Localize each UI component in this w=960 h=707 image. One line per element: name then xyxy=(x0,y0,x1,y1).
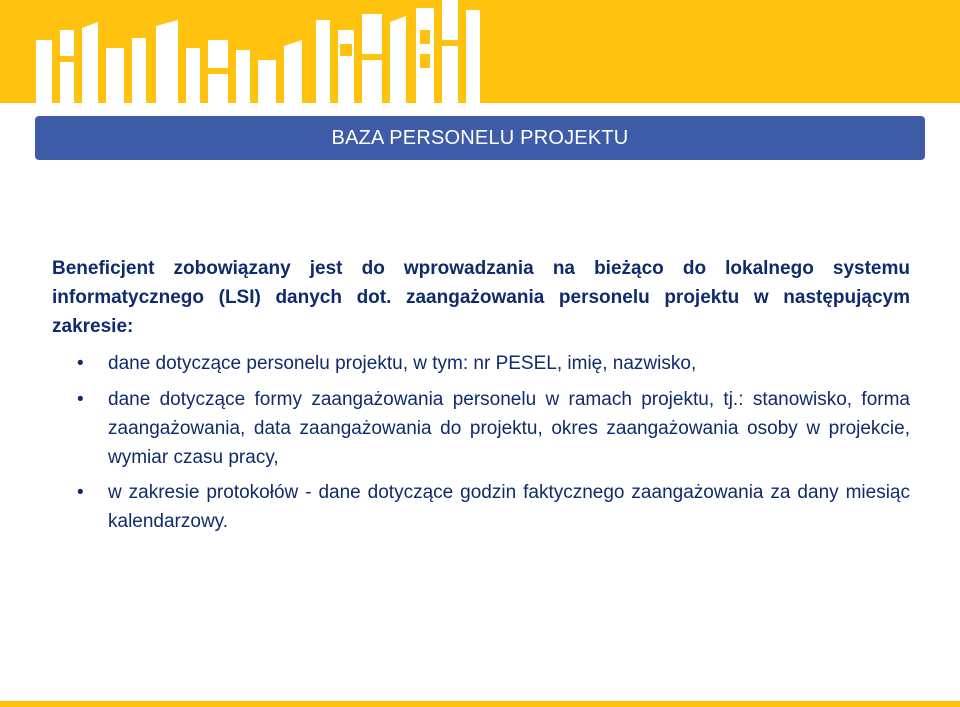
slide-title: BAZA PERSONELU PROJEKTU xyxy=(331,126,629,149)
bullet-icon: • xyxy=(77,482,84,503)
header-banner xyxy=(0,0,960,103)
bullet-icon: • xyxy=(77,353,84,374)
bullet-list xyxy=(52,349,910,536)
list-item-text: dane dotyczące formy zaangażowania personelu w ramach projektu, tj.: stanowisko, forma zaangażowania, data zaangażowania do projektu, okres zaangażowania osoby w projekcie, wymiar czasu pracy, xyxy=(108,389,910,468)
slide-body xyxy=(52,254,910,543)
bullet-icon: • xyxy=(77,389,84,410)
list-item-text: dane dotyczące personelu projektu, w tym: nr PESEL, imię, nazwisko, xyxy=(108,353,697,374)
intro-paragraph: Beneficjent zobowiązany jest do wprowadzania na bieżąco do lokalnego systemu informatycznego (LSI) danych dot. zaangażowania personelu projektu w następującym zakresie: xyxy=(52,258,910,337)
slide-title-bar xyxy=(35,116,925,160)
list-item xyxy=(52,385,910,472)
list-item xyxy=(52,478,910,536)
footer-line xyxy=(0,701,960,707)
list-item xyxy=(52,349,910,378)
logo-blocks-decoration xyxy=(0,0,960,103)
list-item-text: w zakresie protokołów - dane dotyczące godzin faktycznego zaangażowania za dany miesiąc kalendarzowy. xyxy=(108,482,910,532)
